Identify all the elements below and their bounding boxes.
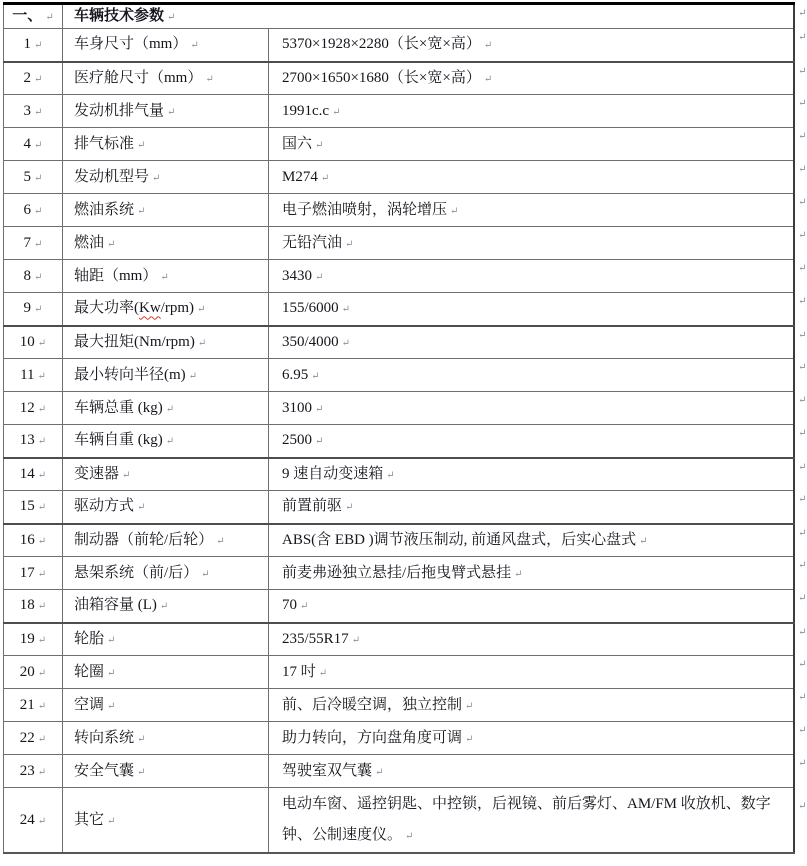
table-row (4, 656, 794, 689)
param-value-cell (269, 161, 807, 194)
paragraph-mark-icon: ↵ (167, 12, 176, 24)
paragraph-mark-icon: ↵ (320, 172, 330, 184)
table-row (4, 722, 794, 755)
param-label-text: 轮圈 (74, 663, 105, 680)
table-row (4, 326, 794, 359)
paragraph-mark-icon: ↵ (137, 733, 146, 745)
param-label-text: 空调 (74, 696, 105, 713)
row-end-mark-icon: ↵ (798, 692, 807, 703)
param-label-text: 燃油系统 (74, 201, 135, 218)
param-value-text: 3100 (282, 399, 312, 416)
row-number-cell (4, 458, 63, 491)
paragraph-mark-icon: ↵ (216, 535, 225, 547)
row-end-mark-icon: ↵ (798, 560, 807, 571)
row-number: 3 (23, 102, 32, 119)
row-number: 9 (23, 300, 32, 317)
param-value-cell (269, 689, 807, 722)
paragraph-mark-icon: ↵ (465, 733, 474, 745)
paragraph-mark-icon: ↵ (341, 337, 351, 349)
param-value-text: 1991c.c (282, 102, 330, 119)
paragraph-mark-icon: ↵ (37, 700, 47, 712)
paragraph-mark-icon: ↵ (465, 700, 474, 712)
row-number-cell (4, 128, 63, 161)
table-row (4, 29, 794, 62)
vehicle-spec-table (3, 2, 807, 854)
row-number: 13 (19, 432, 35, 449)
param-value-cell (269, 95, 807, 128)
param-label-cell (63, 227, 269, 260)
section-number (4, 4, 63, 29)
param-value-text: 无铅汽油 (282, 234, 343, 251)
param-label-cell (63, 260, 269, 293)
param-value-cell (269, 788, 807, 854)
row-end-mark-icon: ↵ (798, 230, 807, 241)
row-number-cell (4, 755, 63, 788)
row-end-mark-icon: ↵ (798, 626, 807, 638)
param-value-cell (269, 194, 807, 227)
param-label-text: 最大扭矩(Nm/rpm) (74, 333, 195, 350)
param-label-text: /rpm) (160, 300, 194, 317)
param-label-text: 排气标准 (74, 135, 135, 152)
row-number-cell (4, 623, 63, 656)
param-label-text: 悬架系统（前/后） (74, 564, 199, 581)
param-label-cell (63, 29, 269, 62)
param-label-text: 最小转向半径(m) (74, 366, 186, 383)
paragraph-mark-icon: ↵ (190, 40, 199, 52)
table-row (4, 359, 794, 392)
row-number: 2 (23, 69, 32, 86)
param-value-cell (269, 128, 807, 161)
param-label-text: 驱动方式 (74, 498, 135, 515)
paragraph-mark-icon: ↵ (37, 469, 47, 481)
param-label-text: 医疗舱尺寸（mm） (74, 69, 203, 86)
table-row (4, 260, 794, 293)
row-number-cell (4, 161, 63, 194)
row-number-cell (4, 722, 63, 755)
param-value-cell (269, 557, 807, 590)
param-value-text: 350/4000 (282, 333, 339, 350)
paragraph-mark-icon: ↵ (341, 304, 351, 316)
paragraph-mark-icon: ↵ (107, 238, 116, 250)
param-label-cell (63, 458, 269, 491)
row-end-mark-icon: ↵ (798, 801, 807, 812)
paragraph-mark-icon: ↵ (405, 831, 414, 842)
row-number-cell (4, 788, 63, 854)
paragraph-mark-icon: ↵ (483, 73, 493, 85)
paragraph-mark-icon: ↵ (107, 700, 116, 712)
param-label-text: 转向系统 (74, 729, 135, 746)
paragraph-mark-icon: ↵ (37, 403, 47, 415)
row-number-cell (4, 326, 63, 359)
row-number: 23 (19, 762, 35, 779)
paragraph-mark-icon: ↵ (315, 271, 324, 283)
paragraph-mark-icon: ↵ (107, 815, 116, 827)
param-value-cell (269, 392, 807, 425)
paragraph-mark-icon: ↵ (37, 436, 47, 448)
row-number-cell (4, 260, 63, 293)
paragraph-mark-icon: ↵ (34, 271, 43, 283)
param-value-text: 国六 (282, 135, 313, 152)
param-label-cell (63, 62, 269, 95)
row-end-mark-icon: ↵ (798, 296, 807, 307)
table-row (4, 392, 794, 425)
row-number: 5 (23, 168, 32, 185)
row-number-cell (4, 194, 63, 227)
param-value-text: 6.95 (282, 366, 309, 383)
row-number: 15 (19, 498, 35, 515)
param-label-cell (63, 95, 269, 128)
paragraph-mark-icon: ↵ (37, 667, 47, 679)
row-number: 17 (19, 564, 35, 581)
row-end-mark-icon: ↵ (798, 395, 807, 406)
row-end-mark-icon: ↵ (798, 131, 807, 142)
paragraph-mark-icon: ↵ (152, 172, 161, 184)
table-row (4, 425, 794, 458)
table-row (4, 524, 794, 557)
param-label-text: 安全气囊 (74, 762, 135, 779)
param-value-cell (269, 491, 807, 524)
row-number-cell (4, 227, 63, 260)
paragraph-mark-icon: ↵ (160, 271, 169, 283)
paragraph-mark-icon: ↵ (137, 205, 146, 217)
row-number: 22 (19, 729, 35, 746)
row-number: 12 (19, 399, 35, 416)
param-value-text: 2700×1650×1680（长×宽×高） (282, 69, 481, 86)
row-number-cell (4, 95, 63, 128)
row-number: 4 (23, 135, 32, 152)
param-value-text: 70 (282, 597, 297, 614)
paragraph-mark-icon: ↵ (34, 172, 43, 184)
paragraph-mark-icon: ↵ (165, 403, 175, 415)
row-number: 20 (19, 663, 35, 680)
row-end-mark-icon: ↵ (798, 527, 807, 539)
paragraph-mark-icon: ↵ (34, 139, 43, 151)
paragraph-mark-icon: ↵ (107, 667, 116, 679)
param-value-cell (269, 326, 807, 359)
row-number: 19 (19, 630, 35, 647)
param-value-text: 2500 (282, 432, 312, 449)
table-row (4, 161, 794, 194)
param-label-cell (63, 425, 269, 458)
param-label-cell (63, 656, 269, 689)
param-value-text: 电子燃油喷射，涡轮增压 (282, 201, 448, 218)
paragraph-mark-icon: ↵ (201, 568, 210, 580)
param-label-text: 车辆总重 (kg) (74, 399, 163, 416)
row-number: 14 (19, 465, 35, 482)
param-value-text: 前麦弗逊独立悬挂/后拖曳臂式悬挂 (282, 564, 512, 581)
row-number-cell (4, 656, 63, 689)
param-label-cell (63, 359, 269, 392)
section-title-cell (63, 4, 807, 29)
paragraph-mark-icon: ↵ (450, 205, 459, 217)
paragraph-mark-icon: ↵ (37, 370, 46, 382)
row-number: 7 (23, 234, 32, 251)
table-row (4, 689, 794, 722)
paragraph-mark-icon: ↵ (37, 733, 47, 745)
param-label-cell (63, 788, 269, 854)
paragraph-mark-icon: ↵ (197, 304, 206, 316)
paragraph-mark-icon: ↵ (37, 535, 47, 547)
param-value-cell (269, 755, 807, 788)
table-row (4, 491, 794, 524)
paragraph-mark-icon: ↵ (137, 502, 146, 514)
param-value-cell (269, 227, 807, 260)
param-value-text: 助力转向，方向盘角度可调 (282, 729, 463, 746)
paragraph-mark-icon: ↵ (345, 238, 354, 250)
param-value-cell (269, 722, 807, 755)
paragraph-mark-icon: ↵ (34, 238, 43, 250)
row-number-cell (4, 590, 63, 623)
paragraph-mark-icon: ↵ (345, 502, 354, 514)
paragraph-mark-icon: ↵ (386, 469, 395, 481)
paragraph-mark-icon: ↵ (514, 568, 523, 580)
paragraph-mark-icon: ↵ (332, 106, 341, 118)
row-end-mark-icon: ↵ (798, 65, 807, 77)
table-row (4, 227, 794, 260)
param-label-cell (63, 557, 269, 590)
paragraph-mark-icon: ↵ (205, 73, 214, 85)
param-value-cell (269, 425, 807, 458)
section-title: 车辆技术参数 (74, 8, 165, 25)
param-value-cell (269, 62, 807, 95)
paragraph-mark-icon: ↵ (37, 601, 47, 613)
param-value-text: M274 (282, 168, 318, 185)
param-label-cell (63, 722, 269, 755)
param-value-text: 235/55R17 (282, 630, 349, 647)
row-end-mark-icon: ↵ (798, 659, 807, 670)
table-row (4, 194, 794, 227)
param-value-text: 17 吋 (282, 663, 316, 680)
row-end-mark-icon: ↵ (798, 263, 807, 274)
param-value-cell (269, 656, 807, 689)
table-row (4, 128, 794, 161)
param-label-text: 轴距（mm） (74, 267, 158, 284)
table-row (4, 755, 794, 788)
param-value-text: ABS(含 EBD )调节液压制动, 前通风盘式，后实心盘式 (282, 531, 637, 548)
param-value-text: 电动车窗、遥控钥匙、中控锁，后视镜、前后雾灯、AM/FM 收放机、数字钟、公制速度仪。 (282, 796, 771, 843)
row-end-mark-icon: ↵ (798, 98, 807, 109)
param-label-cell (63, 755, 269, 788)
param-label-text: 燃油 (74, 234, 105, 251)
paragraph-mark-icon: ↵ (375, 766, 384, 778)
row-number-cell (4, 425, 63, 458)
param-label-text: 发动机型号 (74, 168, 150, 185)
param-label-text: 制动器（前轮/后轮） (74, 531, 214, 548)
paragraph-mark-icon: ↵ (107, 634, 116, 646)
paragraph-mark-icon: ↵ (188, 370, 198, 382)
row-number: 11 (20, 366, 35, 383)
paragraph-mark-icon: ↵ (37, 634, 47, 646)
param-label-text: 油箱容量 (L) (74, 597, 157, 614)
row-number: 8 (23, 267, 32, 284)
paragraph-mark-icon: ↵ (34, 40, 43, 52)
row-end-mark-icon: ↵ (798, 758, 807, 769)
document-page (0, 2, 807, 866)
row-number-cell (4, 557, 63, 590)
table-row (4, 95, 794, 128)
paragraph-mark-icon: ↵ (315, 139, 324, 151)
table-row (4, 590, 794, 623)
param-label-cell (63, 689, 269, 722)
table-row (4, 458, 794, 491)
paragraph-mark-icon: ↵ (639, 535, 648, 547)
param-label-text: 变速器 (74, 465, 120, 482)
row-end-mark-icon: ↵ (798, 593, 807, 604)
paragraph-mark-icon: ↵ (483, 40, 493, 52)
row-end-mark-icon: ↵ (798, 8, 807, 19)
row-number: 18 (19, 597, 35, 614)
row-number: 6 (23, 201, 32, 218)
paragraph-mark-icon: ↵ (34, 106, 43, 118)
paragraph-mark-icon: ↵ (315, 436, 324, 448)
row-end-mark-icon: ↵ (798, 197, 807, 208)
param-label-text: 最大功率( (74, 300, 139, 317)
param-value-text: 前、后冷暖空调，独立控制 (282, 696, 463, 713)
paragraph-mark-icon: ↵ (34, 205, 43, 217)
row-number-cell (4, 689, 63, 722)
param-value-text: 3430 (282, 267, 312, 284)
param-label-cell (63, 491, 269, 524)
row-end-mark-icon: ↵ (798, 494, 807, 505)
row-number: 21 (19, 696, 35, 713)
param-value-text: 9 速自动变速箱 (282, 465, 384, 482)
row-number: 24 (19, 811, 35, 828)
param-value-text: 驾驶室双气囊 (282, 762, 373, 779)
paragraph-mark-icon: ↵ (167, 106, 176, 118)
paragraph-mark-icon: ↵ (318, 667, 328, 679)
row-number: 16 (19, 531, 35, 548)
paragraph-mark-icon: ↵ (351, 634, 361, 646)
spec-table-body (4, 29, 807, 854)
table-row (4, 557, 794, 590)
paragraph-mark-icon: ↵ (197, 337, 207, 349)
row-number-cell (4, 29, 63, 62)
row-number-cell (4, 392, 63, 425)
paragraph-mark-icon: ↵ (37, 815, 47, 827)
row-number-cell (4, 293, 63, 326)
param-value-cell (269, 359, 807, 392)
param-label-text: 轮胎 (74, 630, 105, 647)
param-label-cell (63, 194, 269, 227)
paragraph-mark-icon: ↵ (300, 601, 309, 613)
param-value-cell (269, 458, 807, 491)
paragraph-mark-icon: ↵ (315, 403, 324, 415)
param-value-cell (269, 524, 807, 557)
paragraph-mark-icon: ↵ (137, 139, 146, 151)
spellcheck-flagged-text: Kw (139, 300, 161, 317)
row-end-mark-icon: ↵ (798, 725, 807, 736)
table-row (4, 62, 794, 95)
param-value-cell (269, 29, 807, 62)
table-header-row (4, 4, 794, 29)
param-value-text: 5370×1928×2280（长×宽×高） (282, 36, 481, 53)
param-value-text: 前置前驱 (282, 498, 343, 515)
param-label-cell (63, 524, 269, 557)
section-number-text: 一、 (12, 8, 43, 25)
paragraph-mark-icon: ↵ (122, 469, 131, 481)
row-number-cell (4, 359, 63, 392)
paragraph-mark-icon: ↵ (37, 766, 47, 778)
param-label-text: 车身尺寸（mm） (74, 36, 188, 53)
param-label-cell (63, 128, 269, 161)
param-value-cell (269, 293, 807, 326)
row-number-cell (4, 491, 63, 524)
param-value-cell (269, 623, 807, 656)
row-number: 10 (19, 333, 35, 350)
row-end-mark-icon: ↵ (798, 362, 807, 373)
table-row (4, 623, 794, 656)
param-label-cell (63, 623, 269, 656)
paragraph-mark-icon: ↵ (137, 766, 146, 778)
paragraph-mark-icon: ↵ (159, 601, 169, 613)
param-value-cell (269, 590, 807, 623)
param-label-text: 车辆自重 (kg) (74, 432, 163, 449)
paragraph-mark-icon: ↵ (37, 337, 47, 349)
row-number-cell (4, 62, 63, 95)
paragraph-mark-icon: ↵ (34, 73, 43, 85)
param-label-cell (63, 392, 269, 425)
row-end-mark-icon: ↵ (798, 164, 807, 175)
paragraph-mark-icon: ↵ (37, 502, 47, 514)
param-label-text: 其它 (74, 811, 105, 828)
paragraph-mark-icon: ↵ (37, 568, 47, 580)
row-number-cell (4, 524, 63, 557)
param-value-text: 155/6000 (282, 300, 339, 317)
param-value-cell (269, 260, 807, 293)
row-end-mark-icon: ↵ (798, 32, 807, 43)
param-label-cell (63, 293, 269, 326)
paragraph-mark-icon: ↵ (45, 12, 54, 24)
row-end-mark-icon: ↵ (798, 428, 807, 439)
param-label-cell (63, 590, 269, 623)
table-row (4, 788, 794, 854)
row-end-mark-icon: ↵ (798, 461, 807, 473)
param-label-cell (63, 326, 269, 359)
param-label-text: 发动机排气量 (74, 102, 165, 119)
row-end-mark-icon: ↵ (798, 329, 807, 341)
paragraph-mark-icon: ↵ (165, 436, 175, 448)
row-number: 1 (23, 36, 32, 53)
table-row (4, 293, 794, 326)
param-label-cell (63, 161, 269, 194)
paragraph-mark-icon: ↵ (311, 370, 320, 382)
paragraph-mark-icon: ↵ (34, 304, 43, 316)
